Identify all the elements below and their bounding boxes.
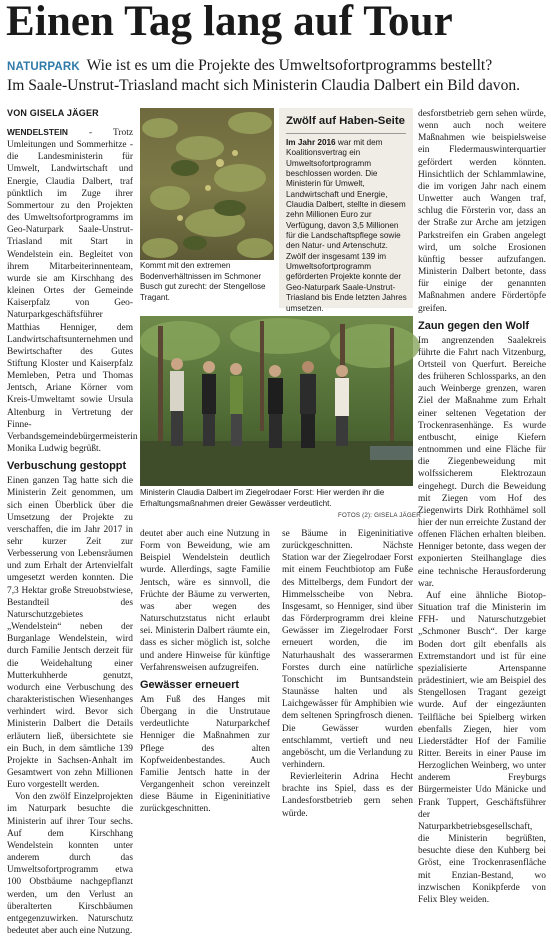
col1-paragraph-2: Einen ganzen Tag hatte sich die Ministerin Zeit genommen, um sich einen Überblick über die Umsetzung der Projekte zu verschaffen, die im Jahr 2017 in sehr kurzer Zeit zur Verbesserung von Lebensräumen und zum Erhalt der Artenvielfalt umgesetzt werden konnten. Die 7,3 Hektar große Streuobstwiese, Bestandteil des Naturschutzgebietes „Wendelstein“ neben der Burganlage Wendelstein, wird durch Familie Jentsch derzeit für die Weidehaltung einer Mutterkuhherde genutzt, wodurch eine Verbuschung des charakteristischen Wiesenhanges verhindert wird. Bevor sich Ministerin Dalbert die Details erläutern ließ, übersichtete sie ein Buch, in dem sämtliche 139 Projekte in Sachsen-Anhalt im Gesamtwert von zehn Millionen Euro vorgestellt werden.	[7, 476, 133, 791]
kicker-label: NATURPARK	[7, 61, 80, 73]
col3-paragraph-1: se Bäume in Eigeninitiative zurückgeschnitten. Nächste Station war der Ziegelrodaer Forst mit einem Feuchtbiotop am Fuße des Mittelbergs, dem Fundort der Himmelsscheibe von Nebra. Insgesamt, so Henniger, sind über das Förderprogramm drei kleine Gewässer im Ziegelrodaer Forst erneuert worden, die im Naturhaushalt des wasserarmen Forstes durch eine natürliche Tonschicht im Buntsandstein Staunässe halten und als Laichgewässer für Amphibien wie dem seltenen Springfrosch dienen. Die Gewässer wurden entschlammt, vertieft und neu angeböscht, um die Verlandung zu verhindern.	[282, 529, 413, 770]
forest-photo-image	[140, 316, 413, 486]
col2-paragraph-2: Am Fuß des Hanges mit Übergang in die Unstrutaue verdeutlichte Naturparkchef Henniger die Maßnahmen zur Pflege des alten Kopfweidenbestandes. Auch Familie Jentsch hatte in der Vergangenheit schon vereinzelt diese Bäume in Eigeninitiative zurückgeschnitten.	[140, 694, 270, 815]
text-column-4	[418, 108, 546, 905]
plant-photo-image	[140, 108, 274, 260]
text-column-2	[140, 528, 270, 815]
col2-subheading: Gewässer erneuert	[140, 678, 240, 691]
dateline: WENDELSTEIN	[7, 127, 68, 137]
info-box-body: war mit dem Koalitionsvertrag ein Umweltsofortprogramm beschlossen worden. Die Ministerin für Umwelt, Landwirtschaft und Energie, Claudia Dalbert, stellte in diesem zehn Millionen Euro zur Verfügung, davon 3,5 Millionen für die Landschaftspflege sowie den Natur- und Artenschutz. Zwölf der insgesamt 139 im Umweltsofortprogramm geförderten Projekte konnte der Geo-Naturpark Saale-Unstrut-Triasland bis Ende letzten Jahres umsetzen.	[286, 138, 407, 313]
photo1-caption: Kommt mit den extremen Bodenverhältnissen im Schmoner Busch gut zurecht: der Stengellose Tragant.	[140, 261, 266, 302]
photo-credit: FOTOS (2): GISELA JÄGER	[338, 512, 421, 519]
info-box-divider	[286, 133, 406, 134]
col2-paragraph-1: deutet aber auch eine Nutzung in Form von Beweidung, wie am Beispiel Wendelstein deutlich wurde. Allerdings, sagte Familie Jentsch, wäre es sinnvoll, die Früchte der Bäume zu verwerten, was aber wegen des Naturschutzstatus nicht erlaubt sei. Ministerin Dalbert räumte ein, dass es sicher möglich ist, solche und andere Hinweise für künftige Verfahrensweisen aufzugreifen.	[140, 529, 270, 673]
col4-paragraph-1: desforstbetrieb gern sehen würde, wenn auch noch weitere Maßnahmen wie beispielsweise ein Fledermauswinterquartier gefördert werden könnten. Hinsichtlich der Schlammlawine, die im vorigen Jahr nach einem Unwetter auch Wangen traf, schlug die Försterin vor, dass an der Straße zur Arche am jetzigen Parkstreifen ein Graben angelegt wird, um solche Erosionen künftig besser aufzufangen. Ministerin Dalbert betonte, dass für einige der genannten Maßnahmen andere Fördertöpfe greifen.	[418, 109, 546, 314]
text-column-1	[7, 126, 138, 936]
col3-paragraph-2: Revierleiterin Adrina Hecht brachte ins Spiel, dass es der Landesforstbetrieb gern sehen würde.	[282, 772, 413, 819]
col4-paragraph-3: Auf eine ähnliche Biotop-Situation traf die Ministerin im FFH- und Naturschutzgebiet „Schmoner Busch“. Der karge Boden dort gilt ebenfalls als Extremstandort und ist für eine spezialisierte Artenspanne prädestiniert, wie am Beispiel des Stengellosen Tragant gezeigt wurde. Auf der eingezäunten Teilfläche bei Spielberg wirken ebenfalls Ziegen, hier vom Liederstädter Hof der Familie Ritter. Bereits in einer Pause im Herzoglichen Weinberg, wo unter anderem Freyburgs Bürgermeister Udo Mänicke und Frank Tuppert, Geschäftsführer der Naturparkbetriebsgesellschaft, die Ministerin begrüßten, besuchte diese den Kuhberg bei Gröst, eine Trockenrasenfläche mit Enzian-Bestand, wo inzwischen Konikpferde von Felix Bley weiden.	[418, 590, 546, 905]
author-byline: VON GISELA JÄGER	[7, 108, 99, 118]
subheadline-line-2: Im Saale-Unstrut-Triasland macht sich Ministerin Claudia Dalbert ein Bild davon.	[7, 77, 521, 94]
col1-subheading: Verbuschung gestoppt	[7, 460, 127, 473]
col4-subheading: Zaun gegen den Wolf	[418, 319, 530, 332]
col1-paragraph-3: Von den zwölf Einzelprojekten im Naturpark besuchte die Ministerin auf ihrer Tour sechs. Auf dem Kirschhang Wendelstein konnten unter anderem durch das Umweltsofortprogramm etwa 100 Obstbäume nachgepflanzt werden, um den Verlust an überalterten Kirschbäumen entgegenzuwirken. Naturschutz bedeutet aber auch eine Nutzung.	[7, 792, 133, 936]
info-box-text	[286, 138, 407, 314]
photo-tragant-plant	[140, 108, 274, 260]
subheadline-line-1	[7, 56, 551, 77]
col4-paragraph-2: Im angrenzenden Saalekreis führte die Fahrt nach Vitzenburg, Ortsteil von Querfurt. Bereiche des früheren Schlossparks, an den auch Weinberge grenzen, waren Ziel der Maßnahme zum Erhalt einer seltenen Vegetation der Trockenrasenhänge. Es wurde entbuscht, einige Kiefern entnommen und eine Fläche für die Ziegenbeweidung mit wolfssicherem Elektrozaun eingehegt. Durch die Beweidung mit Ziegen vom Hof des Ziegenwirts Dirk Rothhämel soll hier der nun erreichte Zustand der offenen Flächen erhalten bleiben. Henniger betonte, dass wegen der exponierten Steilhanglage dies eine technische Herausforderung war.	[418, 335, 546, 589]
text-column-3	[282, 528, 413, 819]
article-headline: Einen Tag lang auf Tour	[6, 0, 453, 45]
subheadline-text-1: Wie ist es um die Projekte des Umweltsofortprogramms bestellt?	[86, 57, 493, 74]
photo-minister-forest	[140, 316, 413, 486]
col1-paragraph-1: - Trotz Umleitungen und Sommerhitze - die Landesministerin für Umwelt, Landwirtschaft und Energie, Claudia Dalbert, traf pünktlich im Zuge ihrer Sommertour zu den Projekten des Umweltsofortprogramms im Geo-Naturpark Saale-Unstrut-Triasland mit Start in Wendelstein ein. Begleitet von ihrem Mitarbeiterinnenteam, wurde sie am Kirschhang des kleinen Ortes der Gemeinde Kaiserpfalz von Geo-Naturparkgeschäftsführer Matthias Henniger, dem Landwirtschaftsunternehmen und Bewirtschafter des Gutes Stiftung Kloster und Kaiserpfalz Memleben, Petra und Thomas Jentsch, Ariane Körner vom Kreis-Umweltamt sowie Ursula Altenburg in Vertretung der Finne-Verbandsgemeindebürgermeisterin Monika Ludwig begrüßt.	[7, 128, 138, 455]
info-box	[279, 108, 413, 313]
info-box-date: Im Jahr 2016	[286, 138, 336, 147]
info-box-title: Zwölf auf Haben-Seite	[286, 115, 405, 127]
photo2-caption: Ministerin Claudia Dalbert im Ziegelrodaer Forst: Hier werden ihr die Erhaltungsmaßnahmen dreier Gewässer verdeutlicht.	[140, 488, 385, 508]
